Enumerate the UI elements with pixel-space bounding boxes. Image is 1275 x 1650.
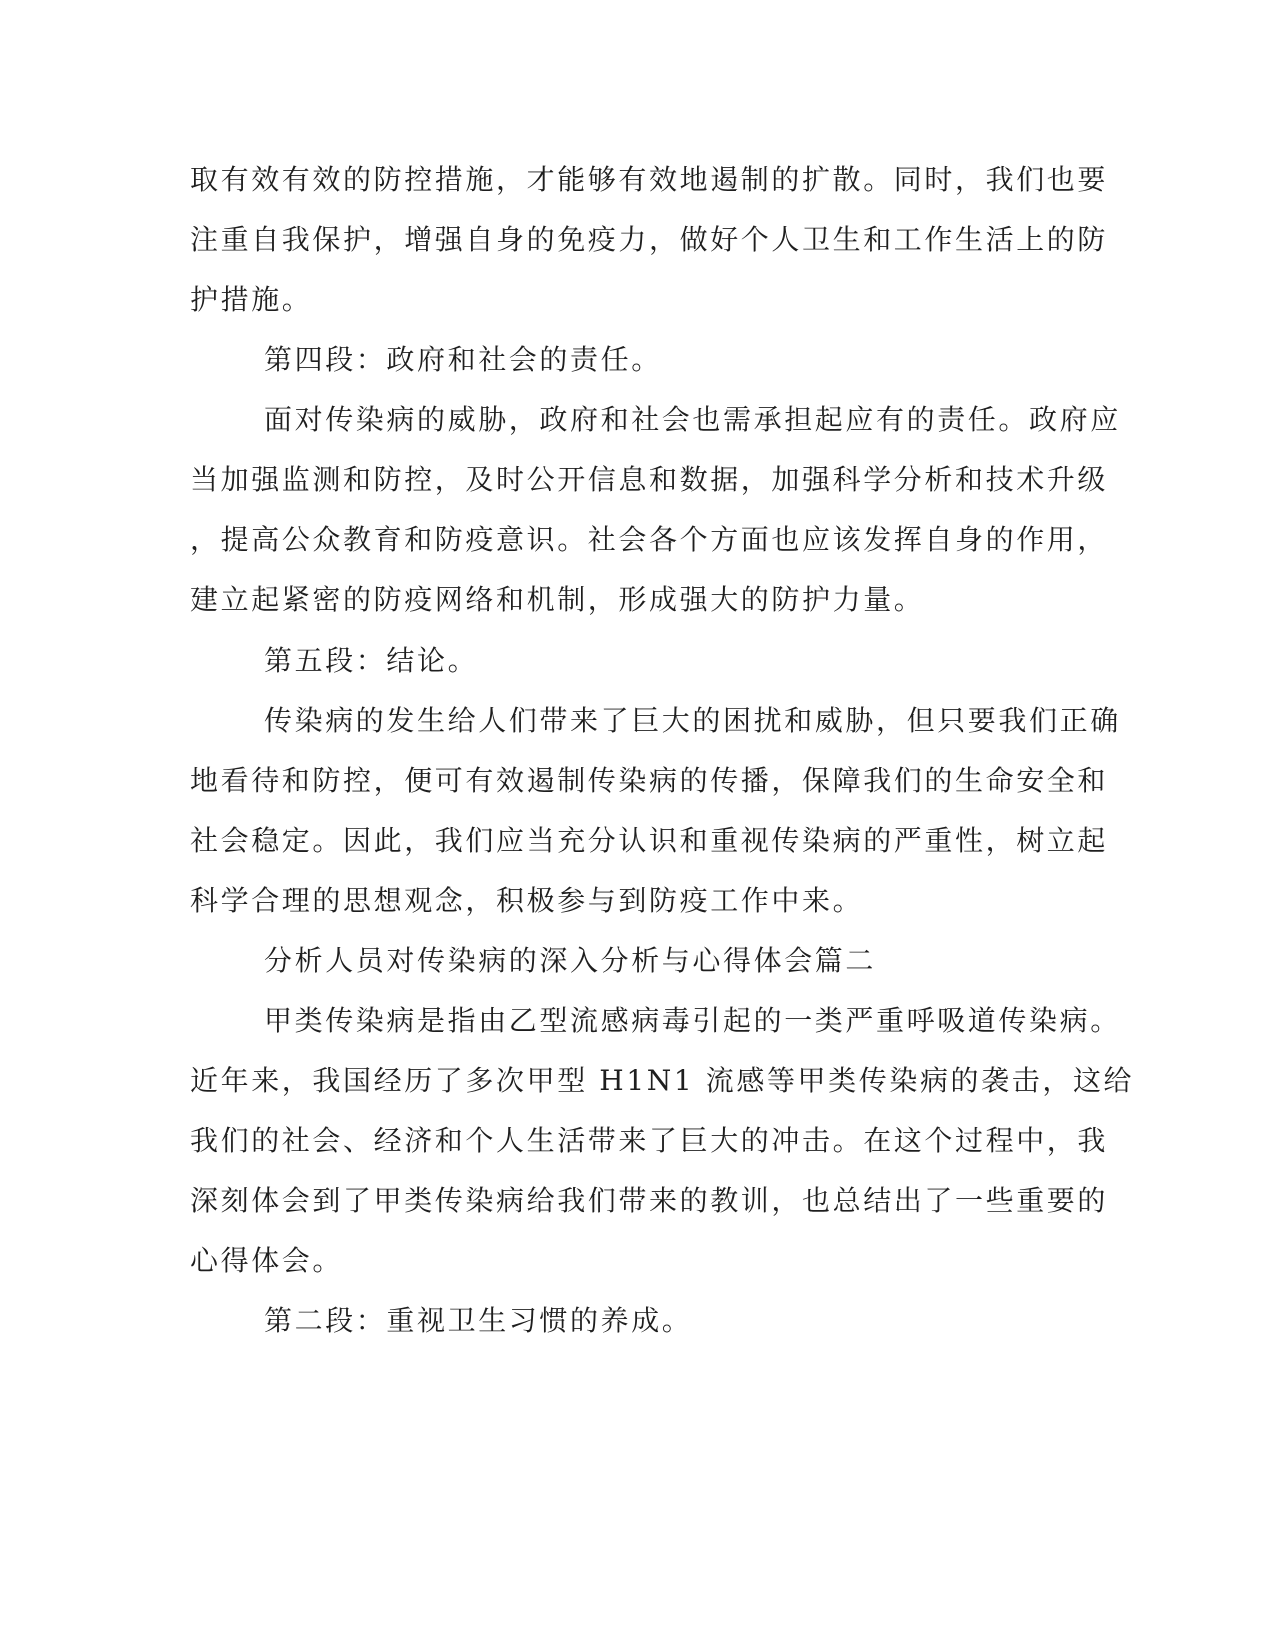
section-heading: 第五段：结论。: [264, 644, 479, 677]
text-line: 建立起紧密的防疫网络和机制，形成强大的防护力量。: [190, 583, 925, 616]
text-line: 面对传染病的威胁，政府和社会也需承担起应有的责任。政府应: [264, 403, 1121, 436]
text-line: 甲类传染病是指由乙型流感病毒引起的一类严重呼吸道传染病。: [264, 1004, 1121, 1037]
text-line: 社会稳定。因此，我们应当充分认识和重视传染病的严重性，树立起: [190, 824, 1109, 857]
text-line: 护措施。: [190, 283, 313, 316]
text-line: 心得体会。: [190, 1244, 344, 1277]
text-line: 取有效有效的防控措施，才能够有效地遏制的扩散。同时，我们也要: [190, 163, 1109, 196]
text-line: 传染病的发生给人们带来了巨大的困扰和威胁，但只要我们正确: [264, 704, 1121, 737]
text-line: 我们的社会、经济和个人生活带来了巨大的冲击。在这个过程中，我: [190, 1124, 1109, 1157]
section-heading: 第四段：政府和社会的责任。: [264, 343, 662, 376]
section-heading: 第二段：重视卫生习惯的养成。: [264, 1304, 693, 1337]
text-line: 深刻体会到了甲类传染病给我们带来的教训，也总结出了一些重要的: [190, 1184, 1109, 1217]
text-line: 地看待和防控，便可有效遏制传染病的传播，保障我们的生命安全和: [190, 764, 1109, 797]
text-line: 当加强监测和防控，及时公开信息和数据，加强科学分析和技术升级: [190, 463, 1109, 496]
text-line: ，提高公众教育和防疫意识。社会各个方面也应该发挥自身的作用，: [190, 523, 1109, 556]
text-line: 注重自我保护，增强自身的免疫力，做好个人卫生和工作生活上的防: [190, 223, 1109, 256]
text-line: 科学合理的思想观念，积极参与到防疫工作中来。: [190, 884, 864, 917]
article-title: 分析人员对传染病的深入分析与心得体会篇二: [264, 944, 877, 977]
text-line: 近年来，我国经历了多次甲型 H1N1 流感等甲类传染病的袭击，这给: [190, 1064, 1135, 1097]
